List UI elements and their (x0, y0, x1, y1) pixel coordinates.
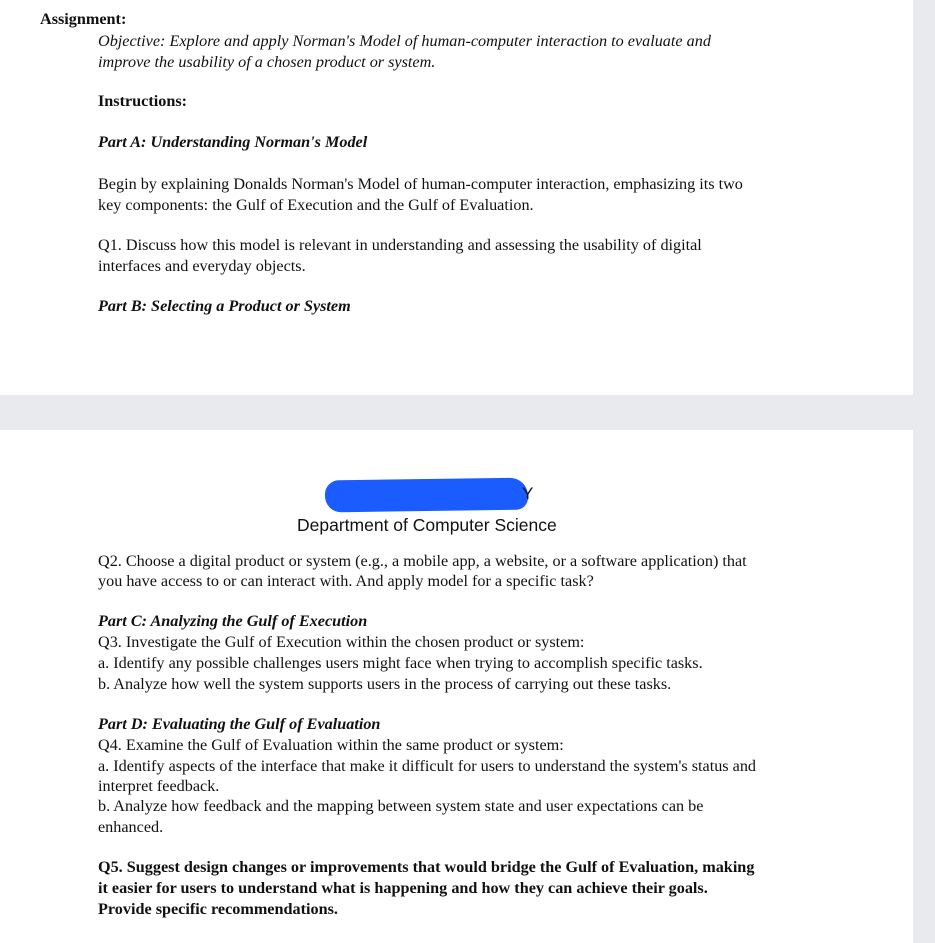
q5-line-2: it easier for users to understand what is happening and how they can achieve their goals. (98, 879, 708, 897)
part-c-title: Part C: Analyzing the Gulf of Execution (98, 612, 368, 630)
q5-line-3: Provide specific recommendations. (98, 900, 338, 918)
viewer-margin (913, 430, 935, 943)
part-b-title: Part B: Selecting a Product or System (98, 297, 351, 315)
objective-line-2: improve the usability of a chosen product or system. (98, 53, 436, 71)
redaction-mark (325, 478, 528, 513)
assignment-heading: Assignment: (40, 10, 127, 28)
page-separator (0, 395, 935, 430)
header-partial-text: Y (522, 484, 534, 503)
q4-line-1: Q4. Examine the Gulf of Evaluation within the same product or system: (98, 736, 564, 754)
q1-line-1: Q1. Discuss how this model is relevant in understanding and assessing the usability of digital (98, 236, 702, 254)
department-name: Department of Computer Science (297, 515, 557, 535)
part-a-line-1: Begin by explaining Donalds Norman's Model of human-computer interaction, emphasizing its two (98, 175, 743, 193)
q2-line-2: you have access to or can interact with. And apply model for a specific task? (98, 572, 594, 590)
q2-line-1: Q2. Choose a digital product or system (e.g., a mobile app, a website, or a software application) that (98, 552, 747, 570)
q5-line-1: Q5. Suggest design changes or improvements that would bridge the Gulf of Evaluation, making (98, 858, 755, 876)
q3-b: b. Analyze how well the system supports users in the process of carrying out these tasks. (98, 675, 672, 693)
part-a-line-2: key components: the Gulf of Execution and the Gulf of Evaluation. (98, 196, 534, 214)
part-a-title: Part A: Understanding Norman's Model (98, 133, 368, 151)
part-d-title: Part D: Evaluating the Gulf of Evaluation (98, 715, 381, 733)
viewer-margin (913, 0, 935, 395)
q4-b-line-1: b. Analyze how feedback and the mapping between system state and user expectations can be (98, 797, 704, 815)
q3-line-1: Q3. Investigate the Gulf of Execution within the chosen product or system: (98, 633, 585, 651)
q4-a-line-1: a. Identify aspects of the interface that make it difficult for users to understand the system's status and (98, 757, 757, 775)
instructions-heading: Instructions: (98, 92, 188, 110)
q1-line-2: interfaces and everyday objects. (98, 257, 306, 275)
q3-a: a. Identify any possible challenges users might face when trying to accomplish specific tasks. (98, 654, 703, 672)
q4-b-line-2: enhanced. (98, 818, 164, 836)
objective-line-1: Objective: Explore and apply Norman's Model of human-computer interaction to evaluate and (98, 32, 711, 50)
q4-a-line-2: interpret feedback. (98, 777, 220, 795)
